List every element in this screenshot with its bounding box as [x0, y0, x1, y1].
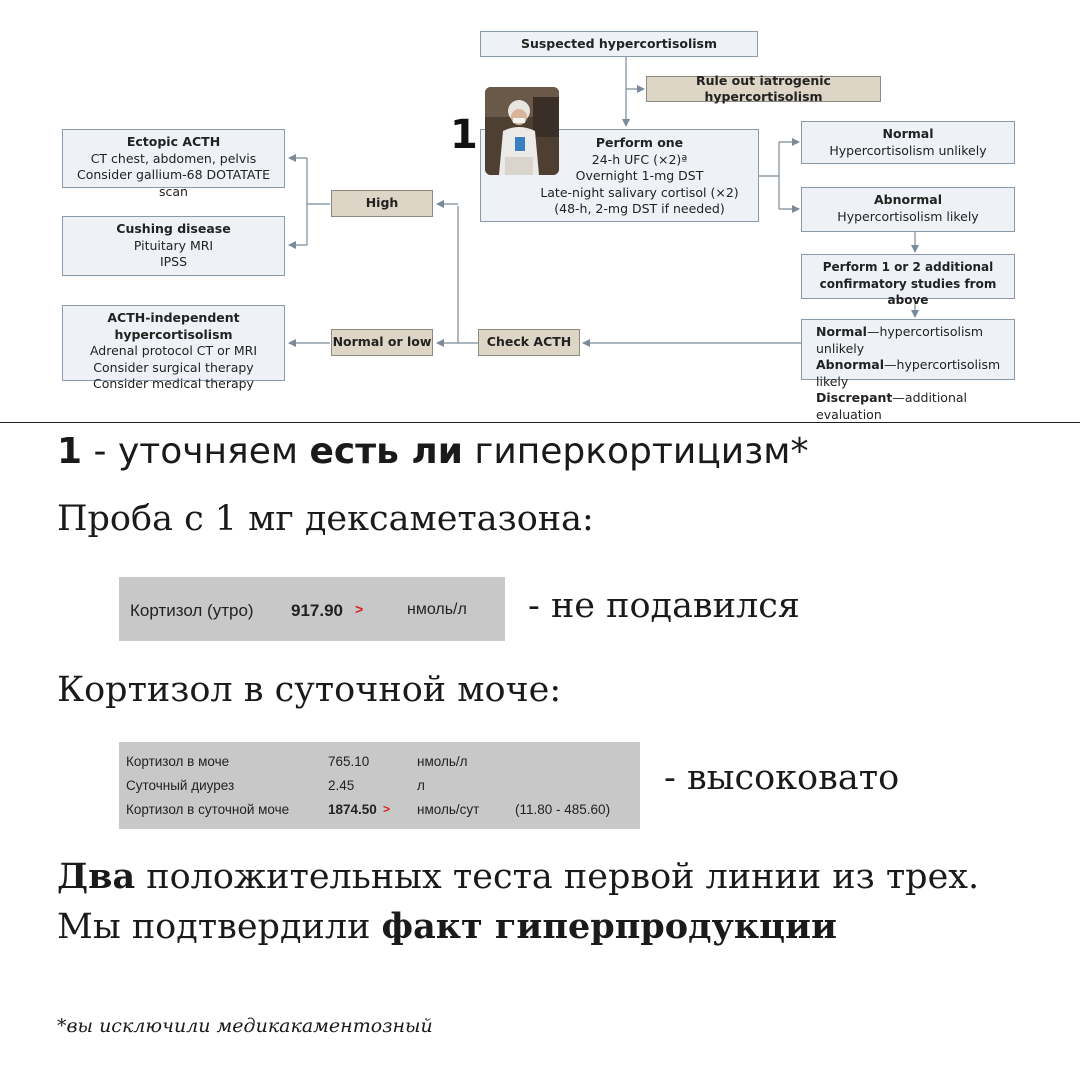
conclusion-text-1: положительных теста первой линии из трех. [135, 857, 980, 897]
result-line [816, 390, 1014, 423]
step-number: 1 [450, 112, 478, 158]
perform-additional-box [801, 254, 1015, 307]
lab2-comment: - высоковато [664, 758, 900, 798]
lab-result-morning-cortisol [119, 577, 505, 641]
abnormal-box [801, 187, 1015, 232]
normal-text: Hypercortisolism unlikely [829, 142, 987, 158]
normal-low-box [331, 329, 433, 356]
lab-test-value: 917.90 [291, 601, 343, 620]
lab-row-value: 2.45 [328, 778, 355, 793]
lab-row-value: 765.10 [328, 754, 370, 769]
conclusion-bold-1: Два [57, 856, 136, 897]
results-box [801, 319, 1015, 422]
rule-out-box [646, 72, 881, 104]
perform-additional-line: Perform 1 or 2 additional [822, 260, 994, 274]
lab-test-unit: нмоль/л [407, 601, 467, 618]
perform-one-line: (48-h, 2-mg DST if needed) [554, 201, 725, 216]
flowchart [0, 0, 1080, 420]
footnote: *вы исключили медикакаментозный [57, 1015, 433, 1037]
cushing-line: Pituitary MRI [133, 237, 214, 253]
lab-row-name: Кортизол в суточной моче [126, 802, 290, 817]
lab-test-name: Кортизол (утро) [130, 601, 254, 620]
lab-result-urine-cortisol [119, 742, 640, 829]
lab-row-unit: нмоль/л [417, 754, 468, 769]
perform-additional-line: confirmatory studies from above [819, 276, 997, 307]
lab-test-flag: > [355, 601, 364, 617]
normal-title: Normal [882, 126, 934, 141]
perform-one-line: Late-night salivary cortisol (×2) [540, 184, 739, 200]
conclusion-bold-2: факт гиперпродукции [381, 906, 837, 947]
ectopic-title: Ectopic ACTH [126, 134, 221, 149]
result-text: —additional evaluation [816, 390, 968, 422]
conclusion-line-1 [57, 855, 979, 899]
lab-row-reference: (11.80 - 485.60) [515, 802, 611, 817]
high-box [331, 190, 433, 217]
independent-box [62, 305, 285, 391]
result-line [816, 324, 1014, 357]
independent-title: ACTH-independent hypercortisolism [107, 310, 240, 342]
cushing-box [62, 216, 285, 276]
heading-post: гиперкортицизм* [462, 431, 809, 472]
rule-out-label: Rule out iatrogenic hypercortisolism [696, 72, 831, 104]
child-photo-image [485, 87, 559, 175]
cushing-title: Cushing disease [116, 221, 231, 236]
abnormal-title: Abnormal [873, 192, 943, 207]
lab-row-unit: л [417, 778, 425, 793]
independent-line: Consider surgical therapy [93, 359, 254, 375]
dst-title: Проба с 1 мг дексаметазона: [57, 499, 594, 539]
ectopic-box [62, 129, 285, 199]
lab-row-value: 1874.50 [328, 802, 377, 817]
lab-row-flag: > [383, 802, 391, 816]
normal-low-label: Normal or low [332, 334, 432, 350]
check-acth-box [478, 329, 580, 356]
ectopic-line: CT chest, abdomen, pelvis [90, 150, 257, 166]
result-line [816, 357, 1014, 390]
perform-one-line: 24-h UFC (×2)ª [591, 151, 688, 167]
perform-one-line: Overnight 1-mg DST [575, 168, 704, 183]
section-divider [0, 422, 1080, 423]
suspected-box [480, 31, 758, 57]
child-photo [485, 87, 559, 175]
heading [57, 430, 808, 474]
independent-line: Adrenal protocol CT or MRI [89, 343, 258, 358]
heading-bold: есть ли [309, 431, 463, 472]
abnormal-text: Hypercortisolism likely [837, 208, 979, 224]
independent-line: Consider medical therapy [93, 376, 254, 391]
lab-row-name: Кортизол в моче [126, 754, 230, 769]
result-text: —hypercortisolism likely [816, 357, 1001, 389]
heading-number: 1 [57, 431, 83, 472]
conclusion-line-2 [57, 905, 837, 949]
high-label: High [365, 195, 399, 211]
result-term: Abnormal [816, 357, 885, 372]
result-term: Discrepant [816, 390, 893, 405]
lab-row-unit: нмоль/сут [417, 802, 480, 817]
perform-one-title: Perform one [595, 135, 684, 150]
lab-row-name: Суточный диурез [126, 778, 235, 793]
result-text: —hypercortisolism unlikely [816, 324, 984, 356]
cushing-line: IPSS [159, 254, 188, 269]
lab1-comment: - не подавился [528, 586, 800, 626]
result-term: Normal [816, 324, 867, 339]
heading-pre: - уточняем [82, 431, 310, 472]
normal-box [801, 121, 1015, 164]
check-acth-label: Check ACTH [486, 334, 572, 350]
suspected-label: Suspected hypercortisolism [520, 36, 718, 51]
urine-title: Кортизол в суточной моче: [57, 670, 562, 710]
conclusion-text-2: Мы подтвердили [57, 907, 382, 947]
ectopic-line: Consider gallium-68 DOTATATE scan [76, 167, 270, 199]
